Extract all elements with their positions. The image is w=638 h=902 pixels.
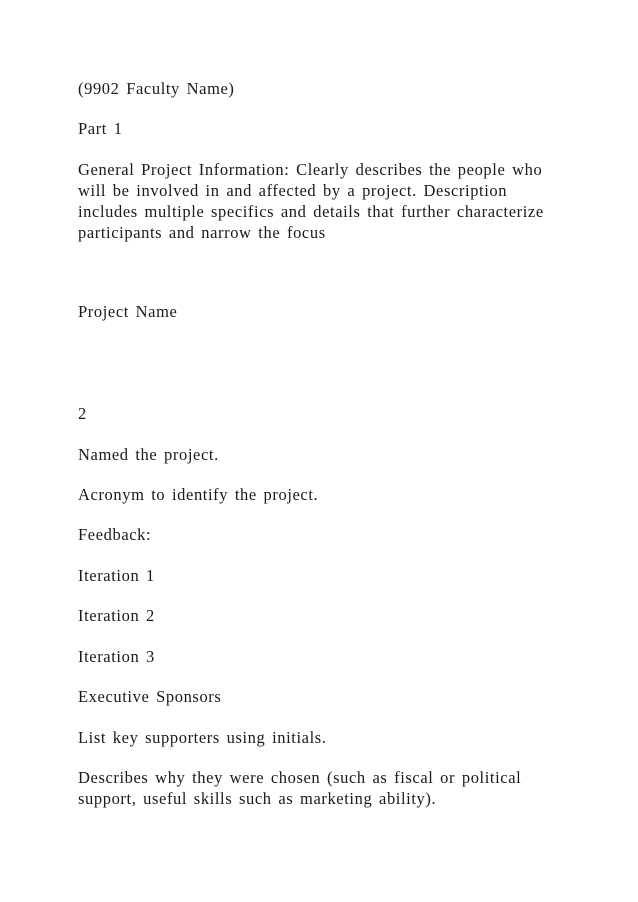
general-info-line-3: includes multiple specifics and details that further characterize	[78, 202, 544, 221]
executive-sponsors-heading: Executive Sponsors	[78, 687, 222, 706]
feedback-label: Feedback:	[78, 525, 152, 544]
general-info-paragraph	[78, 159, 558, 243]
acronym-text: Acronym to identify the project.	[78, 485, 319, 504]
iteration-3: Iteration 3	[78, 647, 155, 666]
list-supporters-text: List key supporters using initials.	[78, 728, 327, 747]
general-info-line-2: will be involved in and affected by a project. Description	[78, 181, 508, 200]
describes-why-paragraph	[78, 767, 558, 809]
iteration-1: Iteration 1	[78, 566, 155, 585]
part-heading: Part 1	[78, 119, 123, 138]
describes-why-line-2: support, useful skills such as marketing ability).	[78, 789, 437, 808]
describes-why-line-1: Describes why they were chosen (such as fiscal or political	[78, 768, 522, 787]
iteration-2: Iteration 2	[78, 606, 155, 625]
general-info-line-1: General Project Information: Clearly describes the people who	[78, 160, 543, 179]
project-name-heading: Project Name	[78, 302, 178, 321]
points-value: 2	[78, 404, 87, 423]
general-info-line-4: participants and narrow the focus	[78, 223, 326, 242]
named-project-text: Named the project.	[78, 445, 219, 464]
faculty-name: (9902 Faculty Name)	[78, 79, 235, 98]
